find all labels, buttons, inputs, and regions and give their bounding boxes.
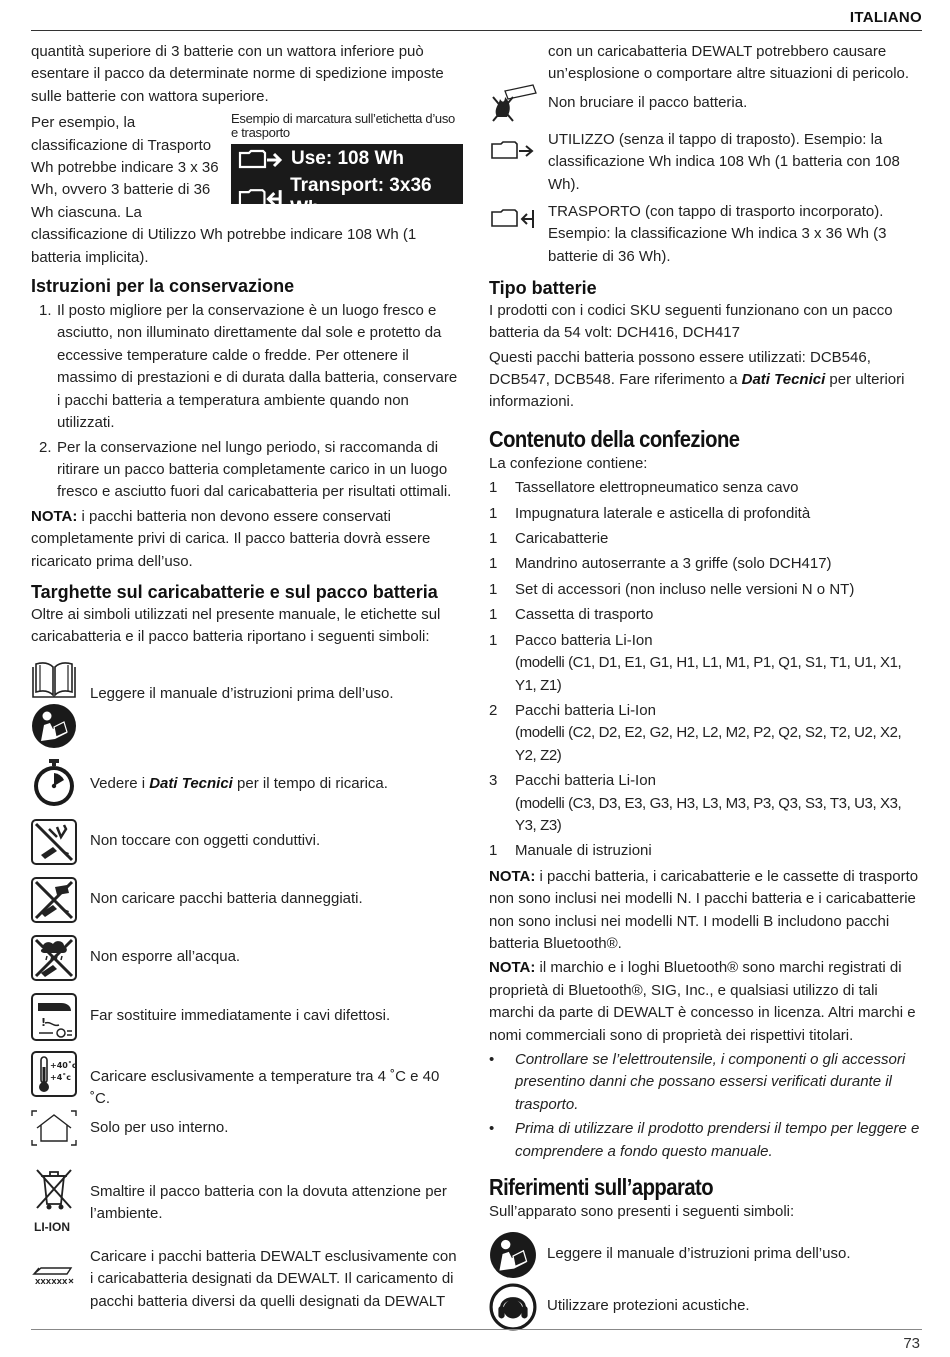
- storage-item: 2. Per la conservazione nel lungo periodo, si raccomanda di ritirare un pacco batteria completamente carico in un luogo fresco e asciutto fuori dal caricabatteria per risultati ottimali.: [39, 438, 452, 501]
- list-item: 1 Mandrino autoserrante a 3 griffe (solo DCH417): [489, 555, 832, 573]
- symbol-replace-cords: ! Far sostituire immediatamente i cavi difettosi.: [31, 991, 463, 1051]
- open-book-icon: [31, 661, 77, 699]
- read-manual-circle-icon: [489, 1231, 537, 1279]
- crossed-bin-icon: [31, 1164, 77, 1212]
- storage-list: [31, 300, 463, 504]
- battery-transport-icon: [237, 187, 284, 209]
- marking-example-block: [31, 112, 463, 269]
- symbols-list: [31, 661, 463, 1316]
- battery-transport-outline-icon: [489, 207, 537, 229]
- list-item: • Controllare se l’elettroutensile, i componenti o gli accessori presentino danni che possano essersi verificati durante il trasporto.: [489, 1049, 921, 1116]
- indoor-house-icon: [31, 1110, 77, 1146]
- storage-heading: Istruzioni per la conservazione: [31, 276, 295, 297]
- svg-text:+40˚c: +40˚c: [50, 1060, 77, 1070]
- no-fire-icon: [489, 83, 539, 123]
- list-item: 1 Tassellatore elettropneumatico senza cavo: [489, 479, 799, 497]
- battery-use-icon: [237, 148, 285, 170]
- language-header: ITALIANO: [849, 9, 922, 26]
- symbol-temperature: +40˚c +4˚c Caricare esclusivamente a temperature tra 4 ˚C e 40 ˚C.: [31, 1051, 463, 1106]
- right-column: [489, 41, 921, 1335]
- marking-read-manual: Leggere il manuale d’istruzioni prima dell’uso.: [489, 1231, 921, 1283]
- battery-type-p1: I prodotti con i codici SKU seguenti funzionano con un pacco batteria da 54 volt: DCH416, DCH417: [489, 301, 893, 342]
- contents-list: [489, 477, 921, 863]
- markings-heading: Riferimenti sull’apparato: [489, 1174, 714, 1201]
- marking-use-text: Use: 108 Wh: [291, 148, 404, 170]
- list-item: • Prima di utilizzare il prodotto prendersi il tempo per leggere e comprendere a fondo questo manuale.: [489, 1118, 921, 1163]
- list-item: 1 Cassetta di trasporto: [489, 606, 654, 624]
- marking-ear-protection: Utilizzare protezioni acustiche.: [489, 1283, 921, 1335]
- symbol-no-water: Non esporre all’acqua.: [31, 933, 463, 991]
- symbol-transport: TRASPORTO (con tappo di trasporto incorporato). Esempio: la classificazione Wh indica 3 x 36 Wh (3 batterie di 36 Wh).: [489, 201, 921, 281]
- symbol-no-burn: Non bruciare il pacco batteria.: [489, 89, 921, 129]
- defective-cord-icon: [31, 993, 77, 1041]
- svg-text:XXXXXX: XXXXXX: [35, 1277, 68, 1286]
- contents-heading: Contenuto della confezione: [489, 425, 740, 452]
- read-manual-circle-icon: [31, 703, 77, 749]
- footer-rule: [31, 1329, 922, 1330]
- marking-transport-text: Transport: 3x36 Wh: [290, 175, 432, 219]
- contents-intro: La confezione contiene:: [489, 454, 648, 472]
- contents-note-1: NOTA: i pacchi batteria, i caricabatterie e le cassette di trasporto non sono inclusi nei modelli N. I pacchi batteria e i caricabatterie non sono inclusi nei modelli NT. I modelli B includono pacchi batteria Bluetooth®.: [489, 867, 919, 952]
- left-column: [31, 41, 463, 1316]
- ear-protection-icon: [489, 1283, 537, 1331]
- warnings-list: [489, 1049, 921, 1163]
- stopwatch-icon: [31, 759, 77, 807]
- storage-note: NOTA: i pacchi batteria non devono essere conservati completamente privi di carica. Il pacco batteria dovrà essere ricaricato prima dell’uso.: [31, 507, 431, 570]
- symbol-no-damaged: Non caricare pacchi batteria danneggiati.: [31, 875, 463, 933]
- marking-label: [231, 144, 463, 219]
- battery-use-outline-icon: [489, 139, 537, 161]
- marking-example: [231, 111, 463, 219]
- no-conductive-objects-icon: [31, 819, 77, 865]
- example-paragraph: Per esempio, la classificazione di Trasporto Wh potrebbe indicare 3 x 36 Wh, ovvero 3 batterie di 36 Wh ciascuna. La classificazione di Utilizzo Wh potrebbe indicare 108 Wh (1 batteria implicita).: [31, 114, 417, 266]
- charger-icon: [31, 1256, 77, 1286]
- symbol-read-manual: Leggere il manuale d’istruzioni prima dell’uso.: [31, 661, 463, 759]
- li-ion-label: LI-ION: [34, 1219, 70, 1234]
- battery-type-p2: Questi pacchi batteria possono essere utilizzati: DCB546, DCB547, DCB548. Fare riferimento a Dati Tecnici per ulteriori informazioni.: [489, 348, 905, 411]
- list-item: 1 Pacco batteria Li-Ion (modelli (C1, D1, E1, G1, H1, L1, M1, P1, Q1, S1, T1, U1, X1, Y1, Z1): [489, 631, 902, 694]
- page-number: 73: [903, 1335, 920, 1352]
- symbol-dispose: LI-ION Smaltire il pacco batteria con la dovuta attenzione per l’ambiente.: [31, 1164, 463, 1246]
- symbol-usage: UTILIZZO (senza il tappo di traposto). Esempio: la classificazione Wh indica 108 Wh (1 batteria con 108 Wh).: [489, 129, 921, 201]
- no-damaged-battery-icon: [31, 877, 77, 923]
- intro-paragraph: quantità superiore di 3 batterie con un wattora inferiore può esentare il pacco da determinate norme di spedizione imposte sulle batterie con wattora superiore.: [31, 43, 444, 105]
- list-item: 2 Pacchi batteria Li-Ion (modelli (C2, D2, E2, G2, H2, L2, M2, P2, Q2, S2, T2, U2, X2, Y2, Z2): [489, 701, 902, 764]
- no-water-icon: [31, 935, 77, 981]
- markings-intro: Sull’apparato sono presenti i seguenti simboli:: [489, 1203, 795, 1221]
- svg-text:!: !: [41, 1015, 47, 1029]
- storage-item: 1. Il posto migliore per la conservazione è un luogo fresco e asciutto, non illuminato direttamente dal sole e protetto da eccessive temperature calde o fredde. Per ottenere il massimo di prestazioni e di durata dalla batteria, conservare i pacchi batteria a temperatura ambiente quando non utilizzati.: [39, 302, 458, 432]
- list-item: 1 Manuale di istruzioni: [489, 842, 652, 860]
- symbol-indoor: Solo per uso interno.: [31, 1106, 463, 1164]
- battery-type-heading: Tipo batterie: [489, 277, 597, 298]
- symbol-no-conductive: Non toccare con oggetti conduttivi.: [31, 817, 463, 875]
- list-item: 3 Pacchi batteria Li-Ion (modelli (C3, D3, E3, G3, H3, L3, M3, P3, Q3, S3, T3, U3, X3, Y3, Z3): [489, 772, 902, 834]
- list-item: 1 Impugnatura laterale e asticella di profondità: [489, 504, 811, 522]
- labels-heading: Targhette sul caricabatterie e sul pacco batteria: [31, 581, 438, 602]
- list-item: 1 Set di accessori (non incluso nelle versioni N o NT): [489, 580, 855, 598]
- continued-paragraph: con un caricabatteria DEWALT potrebbero causare un’esplosione o comportare altre situazioni di pericolo.: [548, 43, 910, 83]
- header-rule: [31, 30, 922, 31]
- labels-intro: Oltre ai simboli utilizzati nel presente manuale, le etichette sul caricabatteria e il pacco batteria riportano i seguenti simboli:: [31, 605, 441, 646]
- charge-time-text: Vedere i Dati Tecnici per il tempo di ricarica.: [90, 774, 388, 792]
- list-item: 1 Caricabatterie: [489, 530, 609, 548]
- contents-note-2: NOTA: il marchio e i loghi Bluetooth® sono marchi registrati di proprietà di Bluetooth®, SIG, Inc., e qualsiasi utilizzo di tali marchi da parte di DEWALT è concesso in licenza. Altri marchi e nomi commerciali sono di proprietà dei rispettivi titolari.: [489, 959, 916, 1044]
- svg-text:+4˚c: +4˚c: [50, 1072, 72, 1082]
- marking-caption: Esempio di marcatura sull’etichetta d’uso e trasporto: [231, 111, 455, 141]
- symbol-dewalt-charger: XXXXXX Caricare i pacchi batteria DEWALT esclusivamente con i caricabatteria designati da DEWALT. Il caricamento di pacchi batteria diversi da quelli designati da DEWALT: [31, 1246, 463, 1316]
- symbol-charge-time: [31, 759, 463, 817]
- thermometer-icon: [31, 1051, 77, 1097]
